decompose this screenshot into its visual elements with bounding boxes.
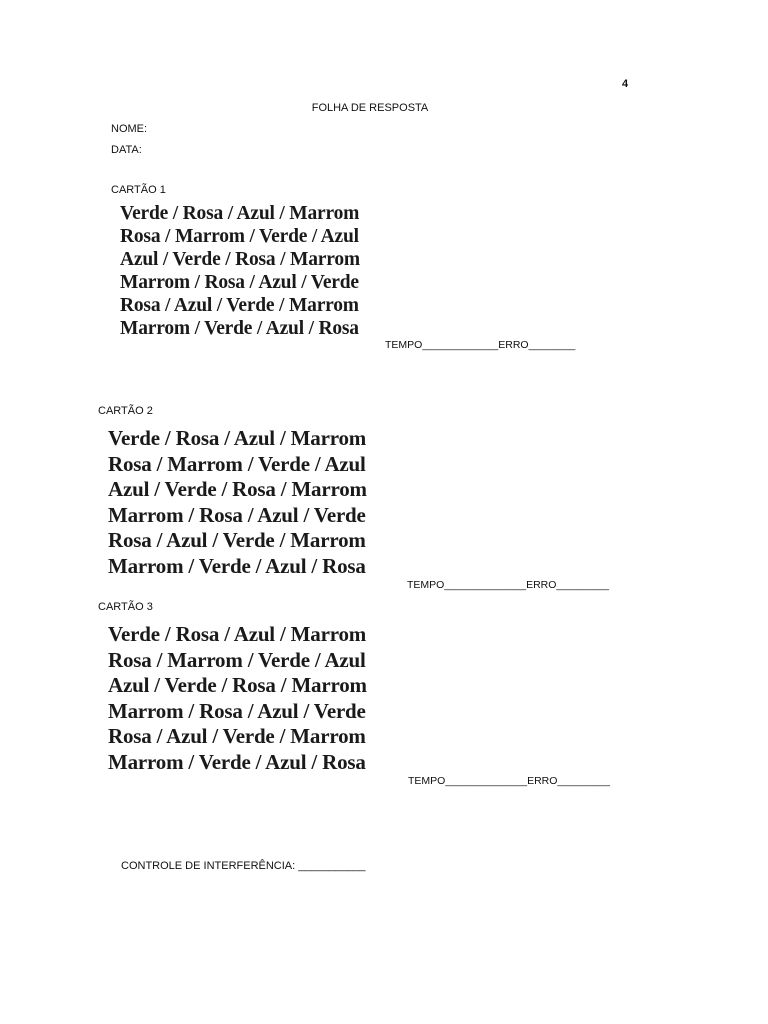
card-2-title: CARTÃO 2 xyxy=(98,405,153,417)
card-1-line: Rosa / Azul / Verde / Marrom xyxy=(120,295,359,316)
card-1-line: Azul / Verde / Rosa / Marrom xyxy=(120,249,360,270)
card-1-line: Verde / Rosa / Azul / Marrom xyxy=(120,203,360,224)
card-3-word-block xyxy=(108,624,367,778)
card-1-line: Marrom / Verde / Azul / Rosa xyxy=(120,318,359,339)
card-2-line: Rosa / Marrom / Verde / Azul xyxy=(108,451,366,476)
card-1-word-block xyxy=(120,204,360,342)
card-1-line: Rosa / Marrom / Verde / Azul xyxy=(120,226,359,247)
card-1-time-error-field: TEMPO_____________ERRO________ xyxy=(385,339,576,351)
card-2-line: Marrom / Verde / Azul / Rosa xyxy=(108,553,366,578)
card-2-line: Azul / Verde / Rosa / Marrom xyxy=(108,477,367,502)
page-number: 4 xyxy=(622,78,629,90)
name-field-label: NOME: xyxy=(111,123,148,135)
card-3-time-error-field: TEMPO______________ERRO_________ xyxy=(408,775,610,787)
card-2-line: Rosa / Azul / Verde / Marrom xyxy=(108,528,366,553)
card-3-title: CARTÃO 3 xyxy=(98,601,153,613)
card-3-line: Verde / Rosa / Azul / Marrom xyxy=(108,622,367,646)
card-3-line: Azul / Verde / Rosa / Marrom xyxy=(108,673,367,698)
card-3-line: Rosa / Marrom / Verde / Azul xyxy=(108,647,366,672)
card-1-title: CARTÃO 1 xyxy=(111,184,166,196)
card-3-line: Marrom / Rosa / Azul / Verde xyxy=(108,698,366,723)
card-1-line: Marrom / Rosa / Azul / Verde xyxy=(120,272,359,293)
date-field-label: DATA: xyxy=(111,144,142,156)
card-2-time-error-field: TEMPO______________ERRO_________ xyxy=(407,579,609,591)
interference-control-field: CONTROLE DE INTERFERÊNCIA: ___________ xyxy=(121,860,366,872)
card-2-line: Marrom / Rosa / Azul / Verde xyxy=(108,502,366,527)
card-2-word-block xyxy=(108,428,367,582)
card-3-line: Rosa / Azul / Verde / Marrom xyxy=(108,724,366,749)
document-title: FOLHA DE RESPOSTA xyxy=(311,102,429,114)
card-2-line: Verde / Rosa / Azul / Marrom xyxy=(108,426,367,450)
card-3-line: Marrom / Verde / Azul / Rosa xyxy=(108,749,366,774)
